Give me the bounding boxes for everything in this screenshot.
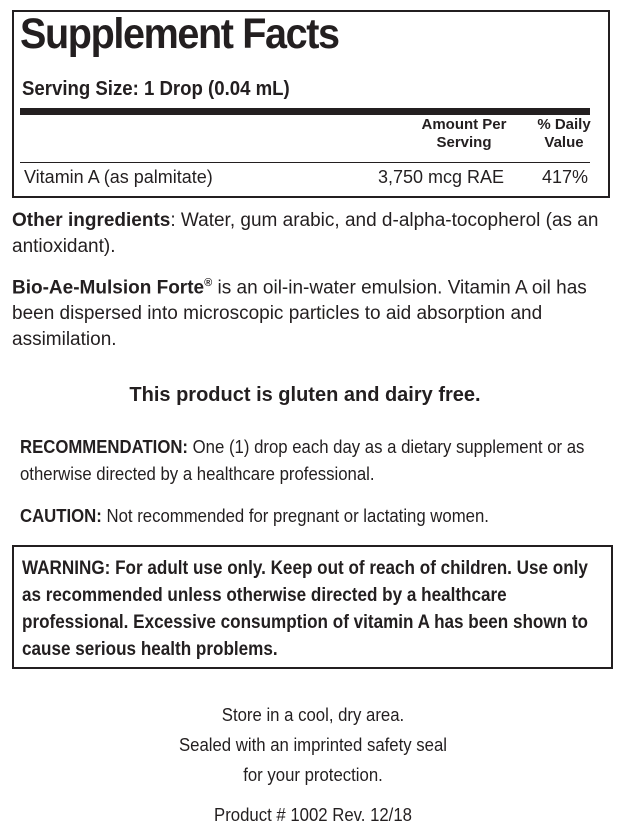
thick-divider <box>20 108 590 115</box>
seal-note-line2: for your protection. <box>243 765 383 785</box>
supplement-facts-panel <box>12 10 610 198</box>
product-number: Product # 1002 Rev. 12/18 <box>214 805 412 825</box>
caution-text: Not recommended for pregnant or lactating women. <box>101 506 489 526</box>
facts-title: Supplement Facts <box>20 10 339 58</box>
product-name: Bio-Ae-Mulsion Forte <box>12 277 205 299</box>
warning-box <box>12 545 613 669</box>
header-amount-per-serving <box>409 116 519 152</box>
header-dv-line1: % Daily <box>537 116 591 133</box>
recommendation <box>20 434 615 488</box>
serving-size: Serving Size: 1 Drop (0.04 mL) <box>22 78 290 100</box>
other-ingredients-text: : Water, gum arabic, and d-alpha-tocopherol (as an antioxidant). <box>12 210 599 257</box>
storage-note: Store in a cool, dry area. <box>221 705 405 725</box>
header-daily-value <box>528 116 600 152</box>
recommendation-text: One (1) drop each day as a dietary supplement or as otherwise directed by a healthcare professional. <box>20 437 585 484</box>
warning-text: WARNING: For adult use only. Keep out of reach of children. Use only as recommended unless otherwise directed by a healthcare professional. Excessive consumption of vitamin A has been shown to cause serious health problems. <box>22 558 589 660</box>
seal-note-line1: Sealed with an imprinted safety seal <box>178 735 447 755</box>
thin-divider <box>20 162 590 163</box>
nutrient-daily-value: 417% <box>541 167 588 187</box>
product-description-text: is an oil-in-water emulsion. Vitamin A oil has been dispersed into microscopic particles to aid absorption and assimilation. <box>12 277 587 351</box>
product-description <box>12 270 622 353</box>
caution <box>20 503 615 530</box>
caution-label: CAUTION: <box>20 506 102 526</box>
nutrient-amount: 3,750 mcg RAE <box>377 167 504 187</box>
gluten-dairy-statement: This product is gluten and dairy free. <box>129 384 481 406</box>
registered-mark: ® <box>204 277 213 289</box>
nutrient-name: Vitamin A (as palmitate) <box>24 167 213 187</box>
header-dv-line2: Value <box>544 134 584 151</box>
other-ingredients <box>12 208 622 260</box>
other-ingredients-label: Other ingredients <box>12 210 171 231</box>
header-amount-line2: Serving <box>436 134 492 151</box>
header-amount-line1: Amount Per <box>421 116 507 133</box>
recommendation-label: RECOMMENDATION: <box>20 437 189 457</box>
